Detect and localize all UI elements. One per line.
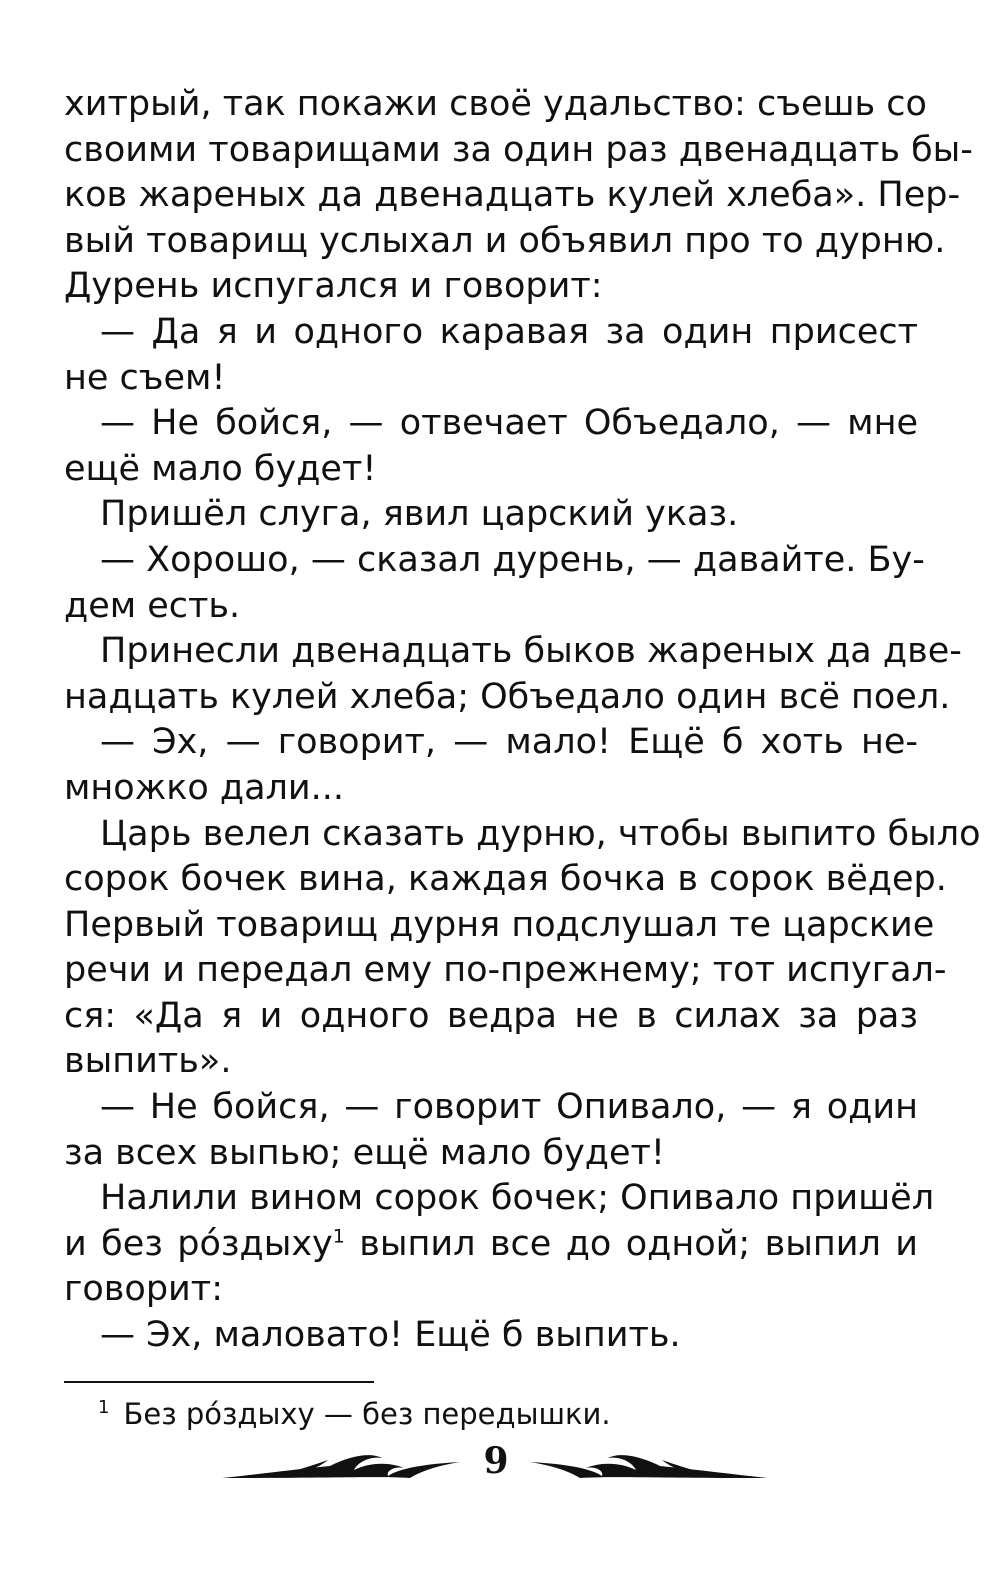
text-line: множко дали... <box>64 767 345 808</box>
page-number: 9 <box>483 1440 509 1482</box>
text-line: — Эх, маловато! Ещё б выпить. <box>100 1315 681 1356</box>
text-line: ков жареных да двенадцать кулей хлеба». Пер- <box>64 175 961 216</box>
text-line: сорок бочек вина, каждая бочка в сорок вёдер. <box>64 859 947 900</box>
text-line: — Да я и одного каравая за один присест <box>100 311 918 352</box>
footnote-text: Без ро́здыху — без передышки. <box>123 1397 611 1431</box>
text-line: Первый товарищ дурня подслушал те царские <box>64 904 935 945</box>
footnote <box>98 1396 611 1432</box>
text-line: ещё мало будет! <box>64 448 377 489</box>
text-line: — Не бойся, — отвечает Объедало, — мне <box>100 403 918 444</box>
text-line: хитрый, так покажи своё удальство: съешь со <box>64 84 927 124</box>
text-line: ся: «Да я и одного ведра не в силах за раз <box>64 995 918 1036</box>
text-line: говорит: <box>64 1269 223 1310</box>
text-line: Принесли двенадцать быков жареных да две- <box>100 631 962 672</box>
text-line: вый товарищ услыхал и объявил про то дурню. <box>64 220 946 261</box>
body-text <box>64 82 981 1359</box>
text-line: Налили вином сорок бочек; Опивало пришёл <box>100 1178 935 1219</box>
text-line: за всех выпью; ещё мало будет! <box>64 1132 665 1173</box>
footnote-mark: 1 <box>98 1397 110 1419</box>
text-line: дем есть. <box>64 585 241 626</box>
right-flourish-ornament <box>520 1444 770 1488</box>
text-line: речи и передал ему по-прежнему; тот испугал- <box>64 950 947 991</box>
text-line: — Эх, — говорит, — мало! Ещё б хоть не- <box>100 722 918 763</box>
footnote-separator <box>64 1381 374 1383</box>
text-line: Царь велел сказать дурню, чтобы выпито было <box>100 813 981 854</box>
text-fragment: выпил все до одной; выпил и <box>344 1223 918 1264</box>
text-line: надцать кулей хлеба; Объедало один всё поел. <box>64 676 951 717</box>
text-line: своими товарищами за один раз двенадцать бы- <box>64 129 973 170</box>
text-line: выпить». <box>64 1041 232 1082</box>
text-line: — Хорошо, — сказал дурень, — давайте. Бу- <box>100 539 925 580</box>
text-line-with-footnote <box>64 1222 918 1268</box>
text-line: Пришёл слуга, явил царский указ. <box>100 494 739 535</box>
text-fragment: и без ро́здыху <box>64 1223 333 1264</box>
text-line: — Не бойся, — говорит Опивало, — я один <box>100 1087 918 1128</box>
text-line: не съем! <box>64 357 226 398</box>
left-flourish-ornament <box>220 1444 470 1488</box>
text-line: Дурень испугался и говорит: <box>64 266 603 307</box>
footnote-reference: 1 <box>332 1225 345 1248</box>
